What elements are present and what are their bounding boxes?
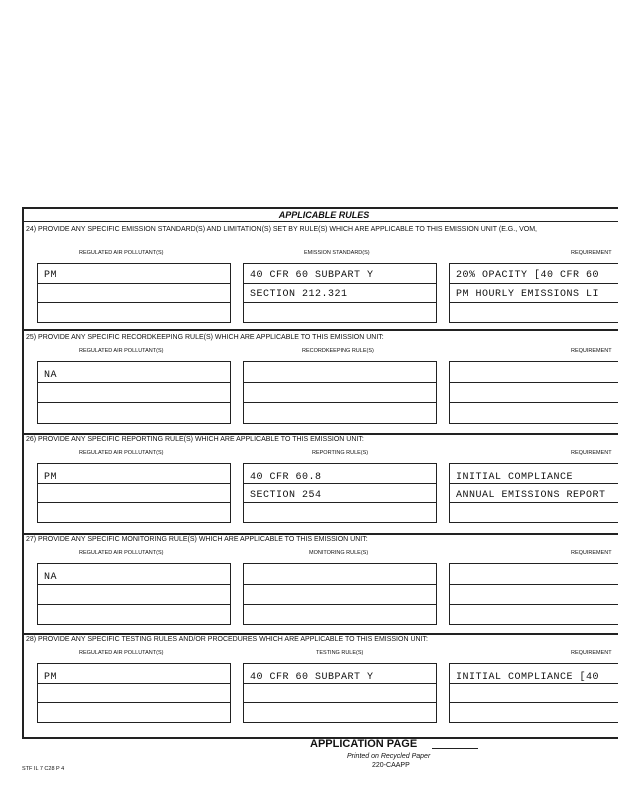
col-head-requirement: REQUIREMENT (571, 550, 612, 556)
rule-box (243, 463, 437, 523)
pollutant-value-1: PM (44, 270, 58, 281)
requirement-value-1: INITIAL COMPLIANCE (456, 472, 574, 483)
section-divider (24, 329, 618, 331)
section-24-emission-standards (24, 225, 618, 329)
question-27: 27) PROVIDE ANY SPECIFIC MONITORING RULE(S) WHICH ARE APPLICABLE TO THIS EMISSION UNIT: (26, 536, 368, 543)
col-head-rule: MONITORING RULE(S) (309, 550, 369, 556)
rule-value-2: SECTION 254 (250, 490, 322, 501)
question-28: 28) PROVIDE ANY SPECIFIC TESTING RULES AND/OR PROCEDURES WHICH ARE APPLICABLE TO THIS EMISSION UNIT: (26, 636, 428, 643)
form-code: STF IL 7 C28 P 4 (22, 766, 65, 772)
requirement-value-1: 20% OPACITY [40 CFR 60 (456, 270, 600, 281)
pollutant-value-1: PM (44, 672, 58, 683)
rule-box (243, 563, 437, 625)
col-head-pollutant: REGULATED AIR POLLUTANT(S) (79, 650, 164, 656)
question-25: 25) PROVIDE ANY SPECIFIC RECORDKEEPING RULE(S) WHICH ARE APPLICABLE TO THIS EMISSION UNIT: (26, 334, 384, 341)
pollutant-box (37, 563, 231, 625)
form-title: APPLICABLE RULES (278, 210, 370, 220)
requirement-box (449, 463, 618, 523)
pollutant-box (37, 663, 231, 723)
recycled-paper-note: Printed on Recycled Paper (347, 753, 431, 760)
col-head-rule: RECORDKEEPING RULE(S) (302, 348, 374, 354)
section-28-testing (24, 635, 618, 735)
col-head-rule: TESTING RULE(S) (316, 650, 364, 656)
col-head-pollutant: REGULATED AIR POLLUTANT(S) (79, 348, 164, 354)
application-page-label: APPLICATION PAGE (310, 738, 418, 750)
col-head-requirement: REQUIREMENT (571, 348, 612, 354)
col-head-requirement: REQUIREMENT (571, 650, 612, 656)
title-divider (24, 221, 618, 222)
rule-value-2: SECTION 212.321 (250, 289, 348, 300)
rule-box (243, 663, 437, 723)
applicable-rules-form (22, 207, 618, 739)
col-head-pollutant: REGULATED AIR POLLUTANT(S) (79, 250, 164, 256)
pollutant-box (37, 463, 231, 523)
pollutant-value-1: NA (44, 370, 58, 381)
section-27-monitoring (24, 535, 618, 635)
pollutant-value-1: PM (44, 472, 58, 483)
rule-value-1: 40 CFR 60.8 (250, 472, 322, 483)
col-head-requirement: REQUIREMENT (571, 450, 612, 456)
requirement-box (449, 361, 618, 424)
requirement-box (449, 263, 618, 323)
col-head-rule: EMISSION STANDARD(S) (304, 250, 370, 256)
rule-value-1: 40 CFR 60 SUBPART Y (250, 672, 374, 683)
form-number: 220-CAAPP (372, 762, 410, 769)
col-head-pollutant: REGULATED AIR POLLUTANT(S) (79, 550, 164, 556)
rule-box (243, 361, 437, 424)
requirement-value-2: ANNUAL EMISSIONS REPORT (456, 490, 606, 501)
requirement-box (449, 663, 618, 723)
requirement-box (449, 563, 618, 625)
page-number-blank (432, 748, 478, 749)
pollutant-box (37, 263, 231, 323)
requirement-value-2: PM HOURLY EMISSIONS LI (456, 289, 600, 300)
question-24: 24) PROVIDE ANY SPECIFIC EMISSION STANDARD(S) AND LIMITATION(S) SET BY RULE(S) WHICH ARE APPLICABLE TO THIS EMISSION UNIT (E.G., VOM, (26, 226, 537, 233)
question-26: 26) PROVIDE ANY SPECIFIC REPORTING RULE(S) WHICH ARE APPLICABLE TO THIS EMISSION UNIT: (26, 436, 364, 443)
requirement-value-1: INITIAL COMPLIANCE [40 (456, 672, 600, 683)
section-26-reporting (24, 435, 618, 535)
col-head-pollutant: REGULATED AIR POLLUTANT(S) (79, 450, 164, 456)
rule-value-1: 40 CFR 60 SUBPART Y (250, 270, 374, 281)
pollutant-box (37, 361, 231, 424)
col-head-rule: REPORTING RULE(S) (312, 450, 369, 456)
pollutant-value-1: NA (44, 572, 58, 583)
col-head-requirement: REQUIREMENT (571, 250, 612, 256)
rule-box (243, 263, 437, 323)
section-25-recordkeeping (24, 333, 618, 433)
